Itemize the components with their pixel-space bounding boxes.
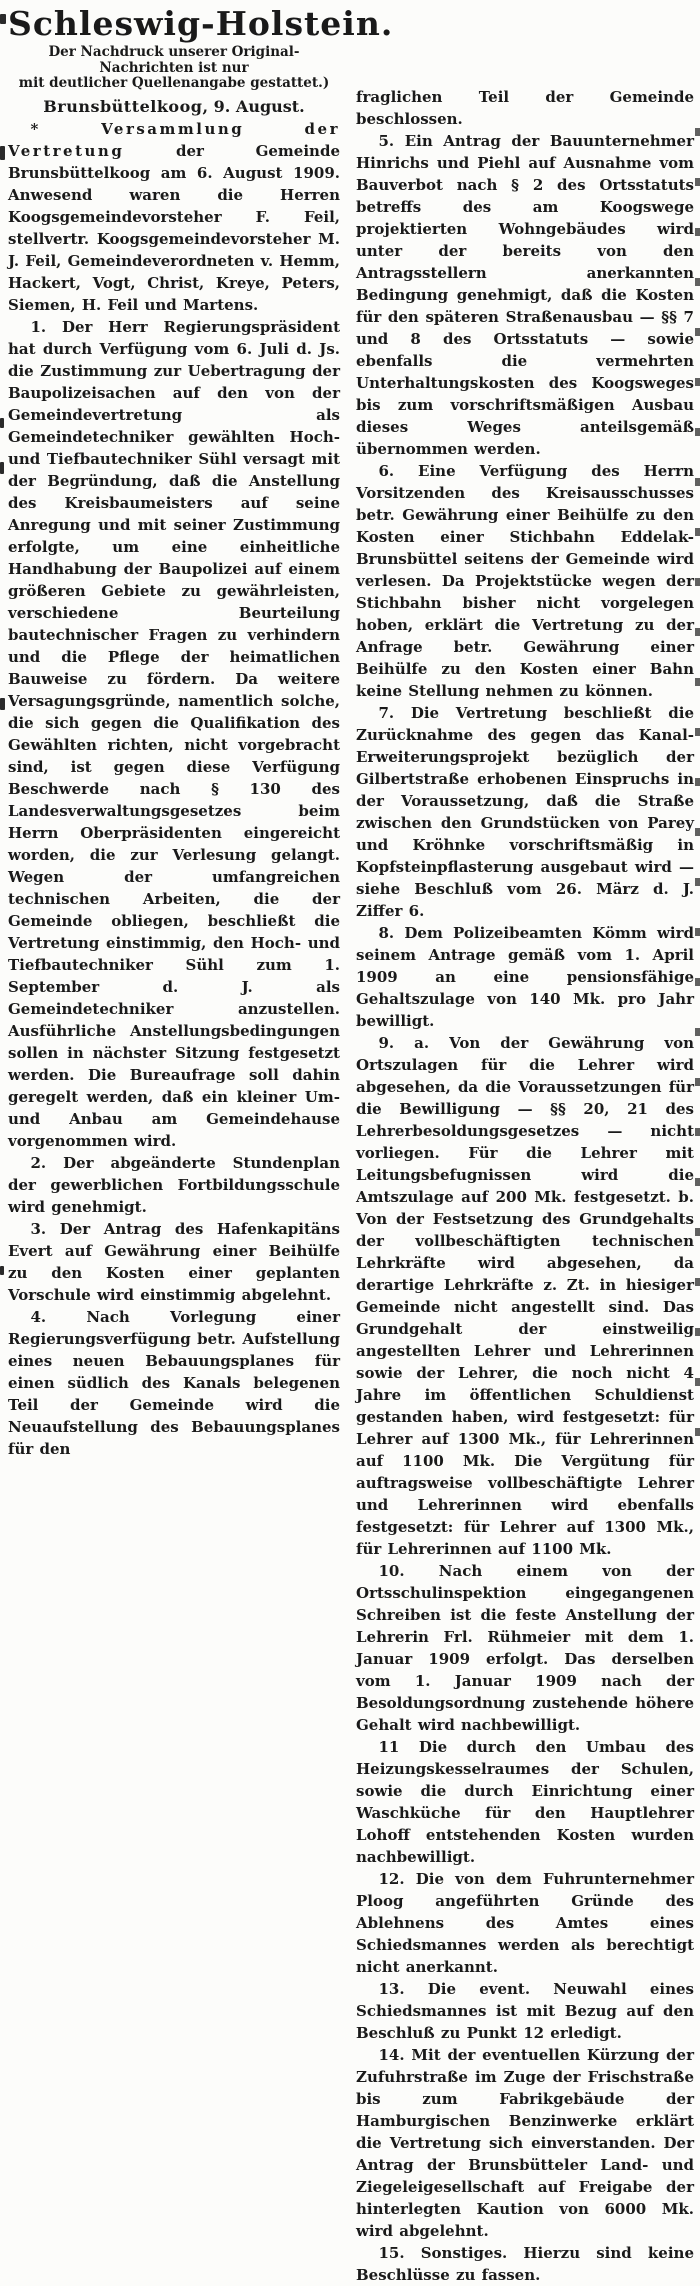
torn-edge-artifacts — [695, 86, 700, 1446]
scan-mark — [0, 462, 4, 474]
article-paragraph: 14. Mit der eventuellen Kürzung der Zufuhrstraße im Zuge der Frischstraße bis zum Fabrikgebäude der Hamburgischen Benzinwerke erklärt die Vertretung sich einverstanden. Der Antrag der Brunsbütteler Land- und Ziegeleigesellschaft auf Freigabe der hinterlegten Kaution von 6000 Mk. wird abgelehnt. — [356, 2046, 694, 2240]
right-column-text — [356, 86, 694, 2286]
article-paragraph: 2. Der abgeänderte Stundenplan der gewerblichen Fortbildungsschule wird genehmigt. — [8, 1153, 340, 1216]
left-column — [8, 4, 394, 1604]
article-paragraph: 5. Ein Antrag der Bauunternehmer Hinrichs und Piehl auf Ausnahme vom Bauverbot nach § 2 des Ortsstatuts betreffs des am Koogswege projektierten Wohngebäudes wird unter der bereits von den Antragsstellern anerkannten Bedingung genehmigt, daß die Kosten für den späteren Straßenausbau — §§ 7 und 8 des Ortsstatuts — sowie ebenfalls die vermehrten Unterhaltungskosten des Koogsweges bis zum vorschriftsmäßigen Ausbau dieses Weges anteilsgemäß übernommen werden. — [356, 132, 694, 458]
right-column — [356, 6, 694, 2284]
article-paragraph: 4. Nach Vorlegung einer Regierungsverfügung betr. Aufstellung eines neuen Bebauungsplanes für einen südlich des Kanals belegenen Teil der Gemeinde wird die Neuaufstellung des Bebauungsplanes für den — [8, 1307, 340, 1458]
scan-mark — [0, 418, 4, 428]
section-title: Schleswig-Holstein. — [8, 4, 394, 43]
left-column-text — [8, 118, 340, 1460]
article-paragraph: 1. Der Herr Regierungspräsident hat durch Verfügung vom 6. Juli d. Js. die Zustimmung zur Uebertragung der Baupolizeisachen auf den von der Gemeindevertretung als Gemeindetechniker gewählten Hoch- und Tiefbautechniker Sühl versagt mit der Begründung, daß die Anstellung des Kreisbaumeisters auf seine Anregung und mit seiner Zustimmung erfolgte, um eine einheitliche Handhabung der Baupolizei auf einem größeren Gebiete zu gewährleisten, verschiedene Beurteilung bautechnischer Fragen zu verhindern und die Pflege der heimatlichen Bauweise zu fördern. Da weitere Versagungsgründe, namentlich solche, die sich gegen die Qualifikation des Gewählten richten, nicht vorgebracht sind, ist gegen diese Verfügung Beschwerde nach § 130 des Landesverwaltungsgesetzes beim Herrn Oberpräsidenten eingereicht worden, die zur Verlesung gelangt. Wegen der umfangreichen technischen Arbeiten, die der Gemeinde obliegen, beschließt die Vertretung einstimmig, den Hoch- und Tiefbautechniker Sühl zum 1. September d. J. als Gemeindetechniker anzustellen. Ausführliche Anstellungsbedingungen sollen in nächster Sitzung festgesetzt werden. Die Bureaufrage soll dahin geregelt werden, daß ein kleiner Um- und Anbau am Gemeindehause vorgenommen wird. — [8, 317, 340, 1150]
copyright-notice — [8, 45, 340, 92]
spaced-lead-text: * Versammlung der Vertretung — [8, 119, 340, 160]
dateline-date: 9. August. — [213, 96, 305, 116]
article-paragraph: 15. Sonstiges. Hierzu sind keine Beschlüsse zu fassen. — [356, 2244, 694, 2284]
article-paragraph: 11 Die durch den Umbau des Heizungskesselraumes der Schulen, sowie die durch Einrichtung einer Waschküche für den Hauptlehrer Lohoff entstehenden Kosten wurden nachbewilligt. — [356, 1738, 694, 1866]
notice-line-1: Der Nachdruck unserer Original-Nachrichten ist nur — [48, 44, 300, 76]
article-paragraph: 13. Die event. Neuwahl eines Schiedsmannes ist mit Bezug auf den Beschluß zu Punkt 12 erledigt. — [356, 1980, 694, 2042]
article-paragraph: 3. Der Antrag des Hafenkapitäns Evert auf Gewährung einer Beihülfe zu den Kosten einer geplanten Vorschule wird einstimmig abgelehnt. — [8, 1219, 340, 1304]
article-paragraph: 7. Die Vertretung beschließt die Zurücknahme des gegen das Kanal-Erweiterungsprojekt bezüglich der Gilbertstraße erhobenen Einspruchs in der Voraussetzung, daß die Straße zwischen den Grundstücken von Parey und Kröhnke vorschriftsmäßig in Kopfsteinpflasterung ausgebaut wird — siehe Beschluß vom 26. März d. J. Ziffer 6. — [356, 704, 694, 920]
masthead — [8, 4, 394, 116]
dateline-place: Brunsbüttelkoog, — [43, 96, 209, 116]
scan-mark — [0, 14, 6, 24]
article-paragraph: 10. Nach einem von der Ortsschulinspektion eingegangenen Schreiben ist die feste Anstellung der Lehrerin Frl. Rühmeier mit dem 1. Januar 1909 erfolgt. Das derselben vom 1. Januar 1909 nach der Besoldungsordnung zustehende höhere Gehalt wird nachbewilligt. — [356, 1562, 694, 1734]
scan-mark — [0, 146, 5, 160]
article-paragraph: 12. Die von dem Fuhrunternehmer Ploog angeführten Gründe des Ablehnens des Amtes eines Schiedsmannes werden als berechtigt nicht anerkannt. — [356, 1870, 694, 1976]
article-paragraph: fraglichen Teil der Gemeinde beschlossen. — [356, 88, 694, 128]
scan-mark — [0, 1266, 4, 1275]
notice-line-2: mit deutlicher Quellenangabe gestattet.) — [18, 75, 330, 91]
article-paragraph: 6. Eine Verfügung des Herrn Vorsitzenden des Kreisausschusses betr. Gewährung einer Beihülfe zu den Kosten einer Stichbahn Eddelak-Brunsbüttel seitens der Gemeinde wird verlesen. Da Projektstücke wegen der Stichbahn bisher nicht vorgelegen hoben, erklärt die Vertretung zu der Anfrage betr. Gewährung einer Beihülfe zu den Kosten einer Bahn keine Stellung nehmen zu können. — [356, 462, 694, 700]
dateline — [8, 97, 340, 116]
article-paragraph: 9. a. Von der Gewährung von Ortszulagen für die Lehrer wird abgesehen, da die Voraussetzungen für die Bewilligung — §§ 20, 21 des Lehrerbesoldungsgesetzes — nicht vorliegen. Für die Lehrer mit Leitungsbefugnissen wird die Amtszulage auf 200 Mk. festgesetzt. b. Von der Festsetzung des Grundgehalts der vollbeschäftigten technischen Lehrkräfte wird abgesehen, da derartige Lehrkräfte z. Zt. in hiesiger Gemeinde nicht angestellt sind. Das Grundgehalt der einstweilig angestellten Lehrer und Lehrerinnen sowie der Lehrer, die noch nicht 4 Jahre im öffentlichen Schuldienst gestanden haben, wird festgesetzt: für Lehrer auf 1300 Mk., für Lehrerinnen auf 1100 Mk. Die Vergütung für auftragsweise vollbeschäftigte Lehrer und Lehrerinnen wird ebenfalls festgesetzt: für Lehrer auf 1300 Mk., für Lehrerinnen auf 1100 Mk. — [356, 1034, 694, 1558]
article-paragraph: 8. Dem Polizeibeamten Kömm wird seinem Antrage gemäß vom 1. April 1909 an eine pensionsfähige Gehaltszulage von 140 Mk. pro Jahr bewilligt. — [356, 924, 694, 1030]
article-paragraph: * Versammlung der Vertretung der Gemeinde Brunsbüttelkoog am 6. August 1909. Anwesend waren die Herren Koogsgemeindevorsteher F. Feil, stellvertr. Koogsgemeindevorsteher M. J. Feil, Gemeindeverordneten v. Hemm, Hackert, Vogt, Christ, Kreye, Peters, Siemen, H. Feil und Martens. — [8, 119, 340, 314]
scan-mark — [0, 698, 5, 710]
